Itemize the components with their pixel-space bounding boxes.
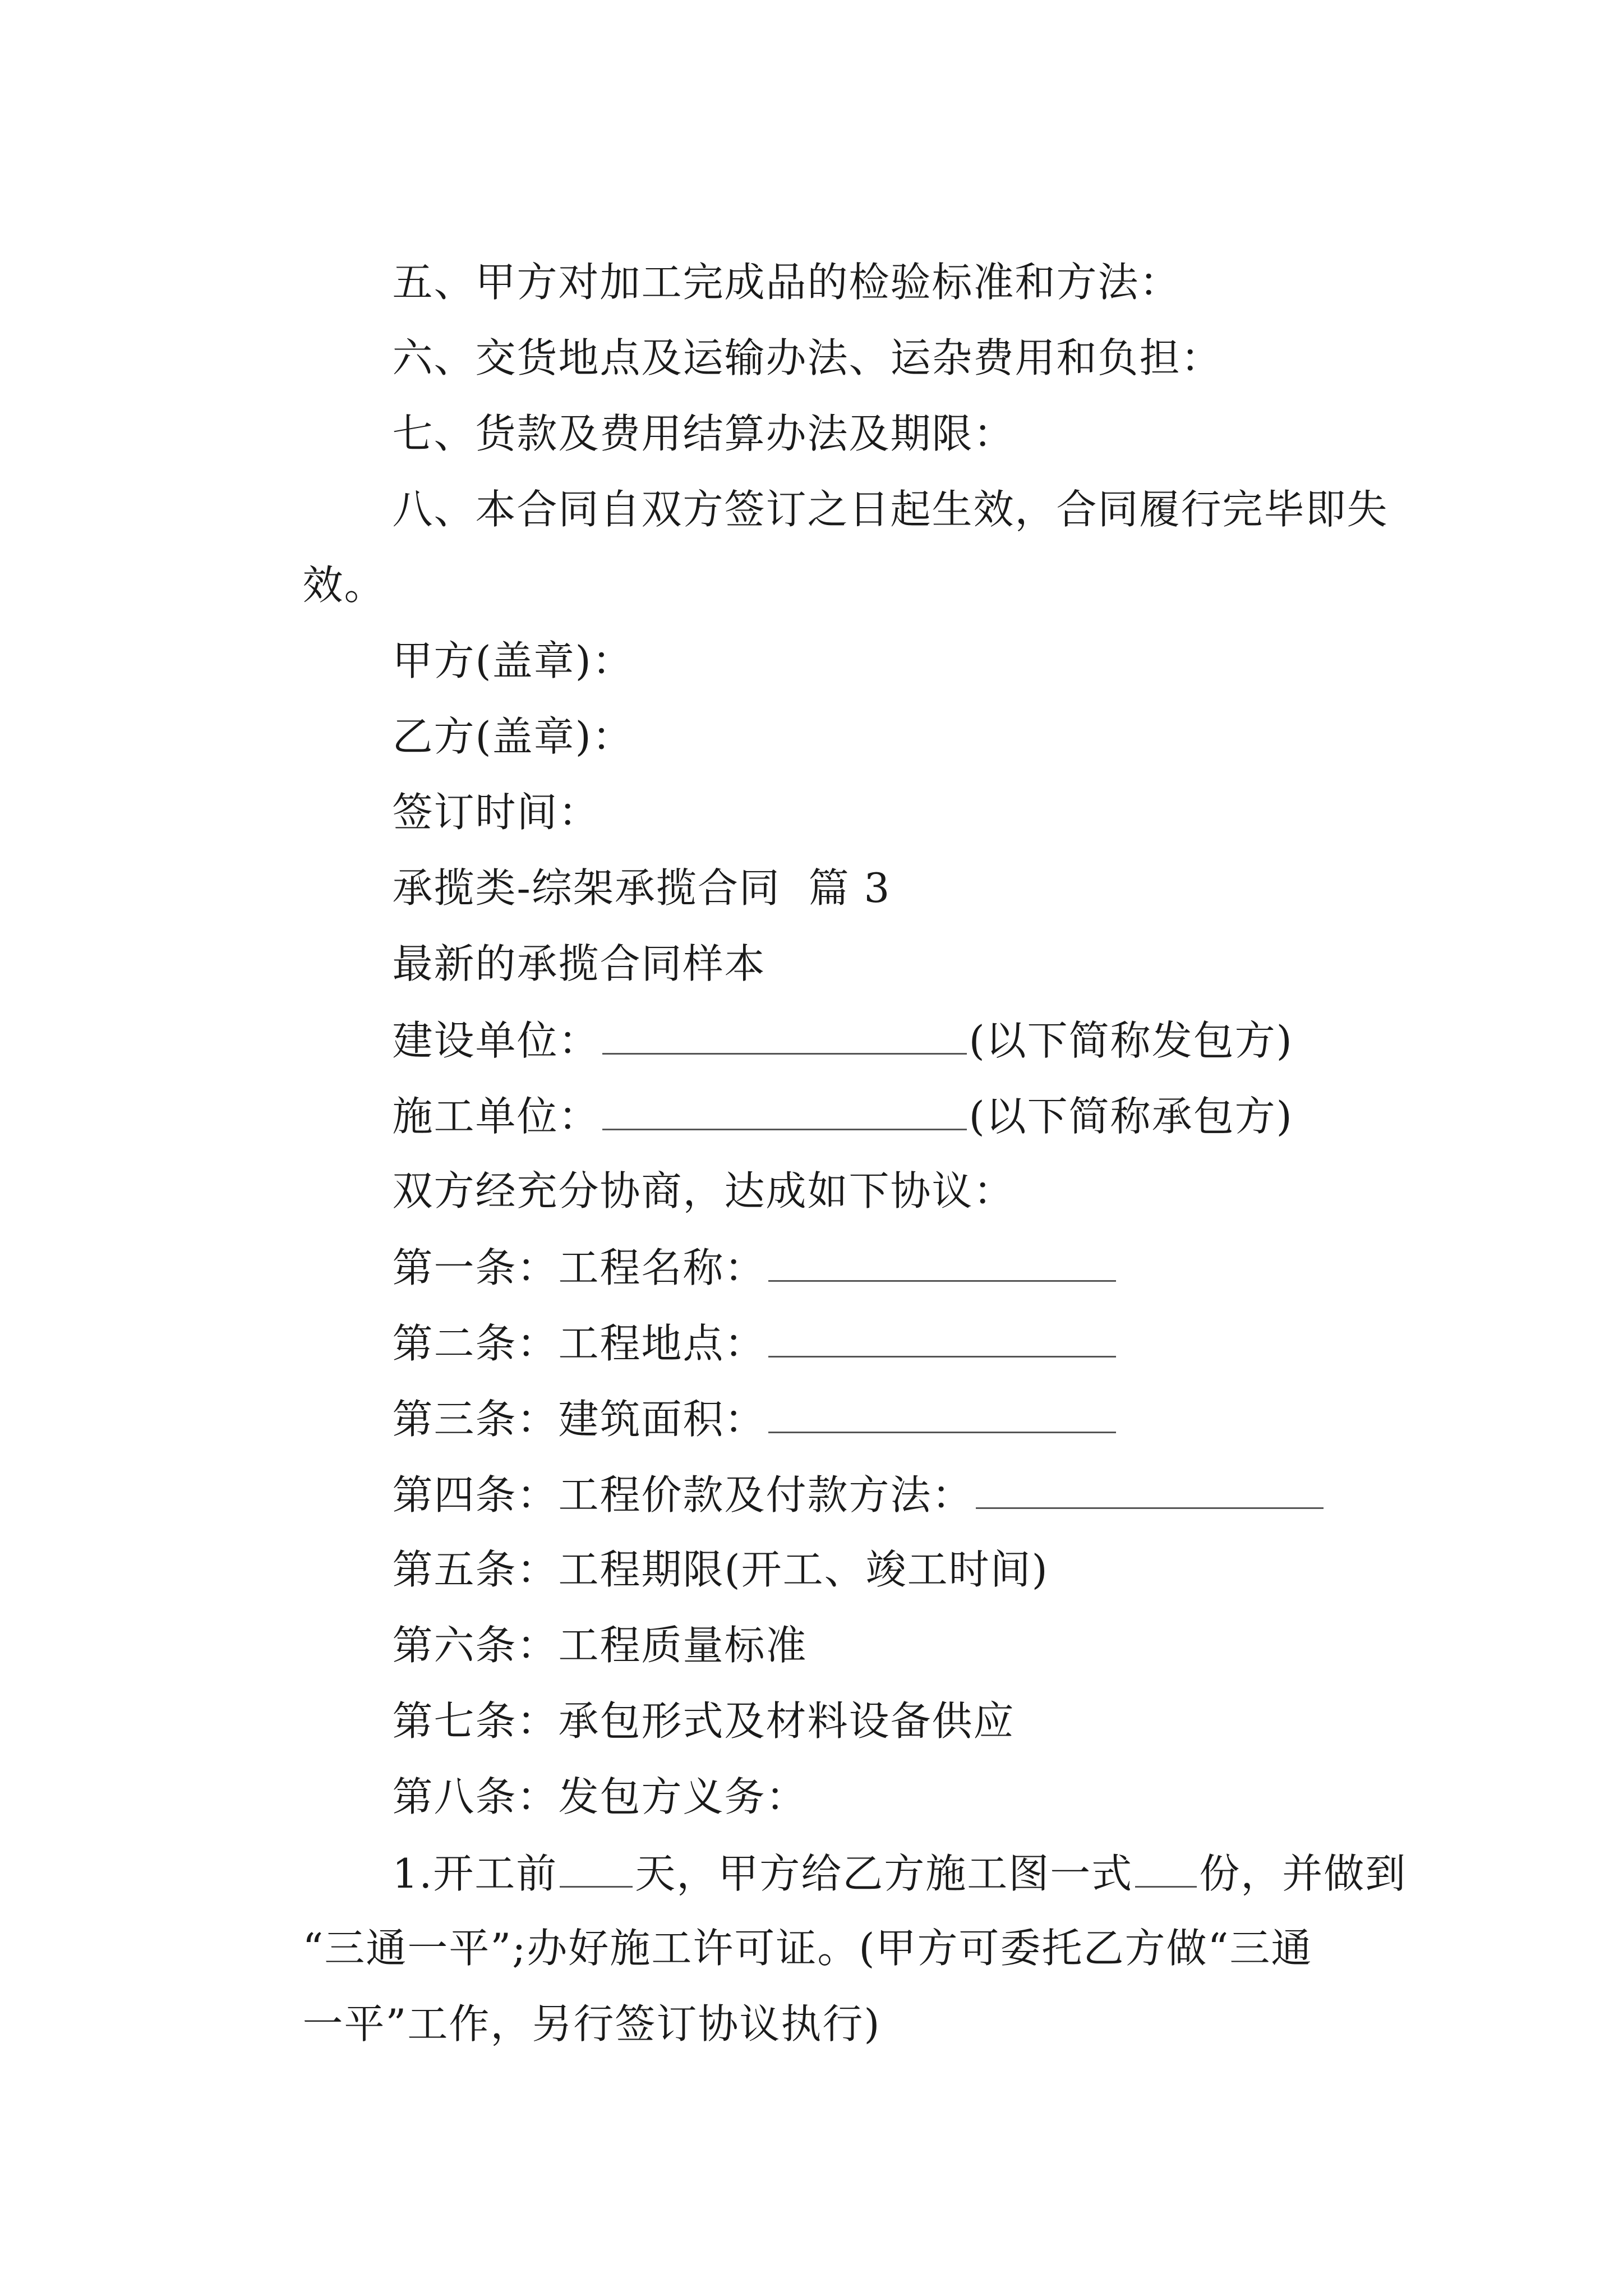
contractor-label: 施工单位： [392, 1093, 600, 1140]
party-a-seal-text: 甲方(盖章)： [392, 637, 634, 684]
article-1-blank [768, 1246, 1116, 1282]
days-blank [560, 1852, 633, 1888]
contractor-note: (以下简称承包方) [969, 1093, 1293, 1140]
clause-5-text: 五、甲方对加工完成品的检验标准和方法： [392, 259, 1181, 306]
signing-date-text: 签订时间： [392, 789, 600, 836]
article-1-label: 第一条：工程名称： [392, 1244, 766, 1291]
article-4-label: 第四条：工程价款及付款方法： [392, 1471, 974, 1519]
article-8-text: 第八条：发包方义务： [392, 1773, 808, 1820]
obligation-1-end [247, 1963, 880, 2085]
contract-title-text: 最新的承揽合同样本 [392, 940, 766, 987]
article-3-blank [768, 1398, 1116, 1433]
clause-6-text: 六、交货地点及运输办法、运杂费用和负担： [392, 334, 1223, 381]
article-7-text: 第七条：承包形式及材料设备供应 [392, 1697, 1015, 1745]
article-2-blank [768, 1322, 1116, 1358]
clause-8-continued-text: 效。 [302, 562, 386, 609]
obligation-1-end-text: 一平”工作，另行签订协议执行) [302, 2000, 881, 2047]
contractor-blank [602, 1095, 967, 1130]
obligation-1-continued-text: “三通一平”;办好施工许可证。(甲方可委托乙方做“三通 [302, 1925, 1313, 1972]
article-2-label: 第二条：工程地点： [392, 1320, 766, 1367]
article-6-text: 第六条：工程质量标准 [392, 1622, 808, 1669]
article-4-blank [976, 1474, 1324, 1509]
clause-8 [336, 449, 1389, 570]
agreement-intro-text: 双方经充分协商，达成如下协议： [392, 1167, 1015, 1214]
obligation-1-part2: 天，甲方给乙方施工图一式 [635, 1850, 1133, 1897]
article-3-label: 第三条：建筑面积： [392, 1396, 766, 1443]
party-b-seal-text: 乙方(盖章)： [392, 713, 634, 760]
clause-7-text: 七、货款及费用结算办法及期限： [392, 410, 1015, 457]
employer-blank [602, 1019, 967, 1055]
obligation-1-part3: 份，并做到 [1199, 1850, 1407, 1897]
copies-blank [1135, 1852, 1197, 1888]
section-heading-text: 承揽类-综架承揽合同 篇 3 [392, 864, 891, 912]
obligation-1-part1: 1.开工前 [392, 1850, 558, 1897]
employer-note: (以下简称发包方) [969, 1017, 1293, 1064]
clause-8-text: 八、本合同自双方签订之日起生效，合同履行完毕即失 [392, 486, 1389, 533]
employer-label: 建设单位： [392, 1017, 600, 1064]
article-5-text: 第五条：工程期限(开工、竣工时间) [392, 1546, 1049, 1593]
